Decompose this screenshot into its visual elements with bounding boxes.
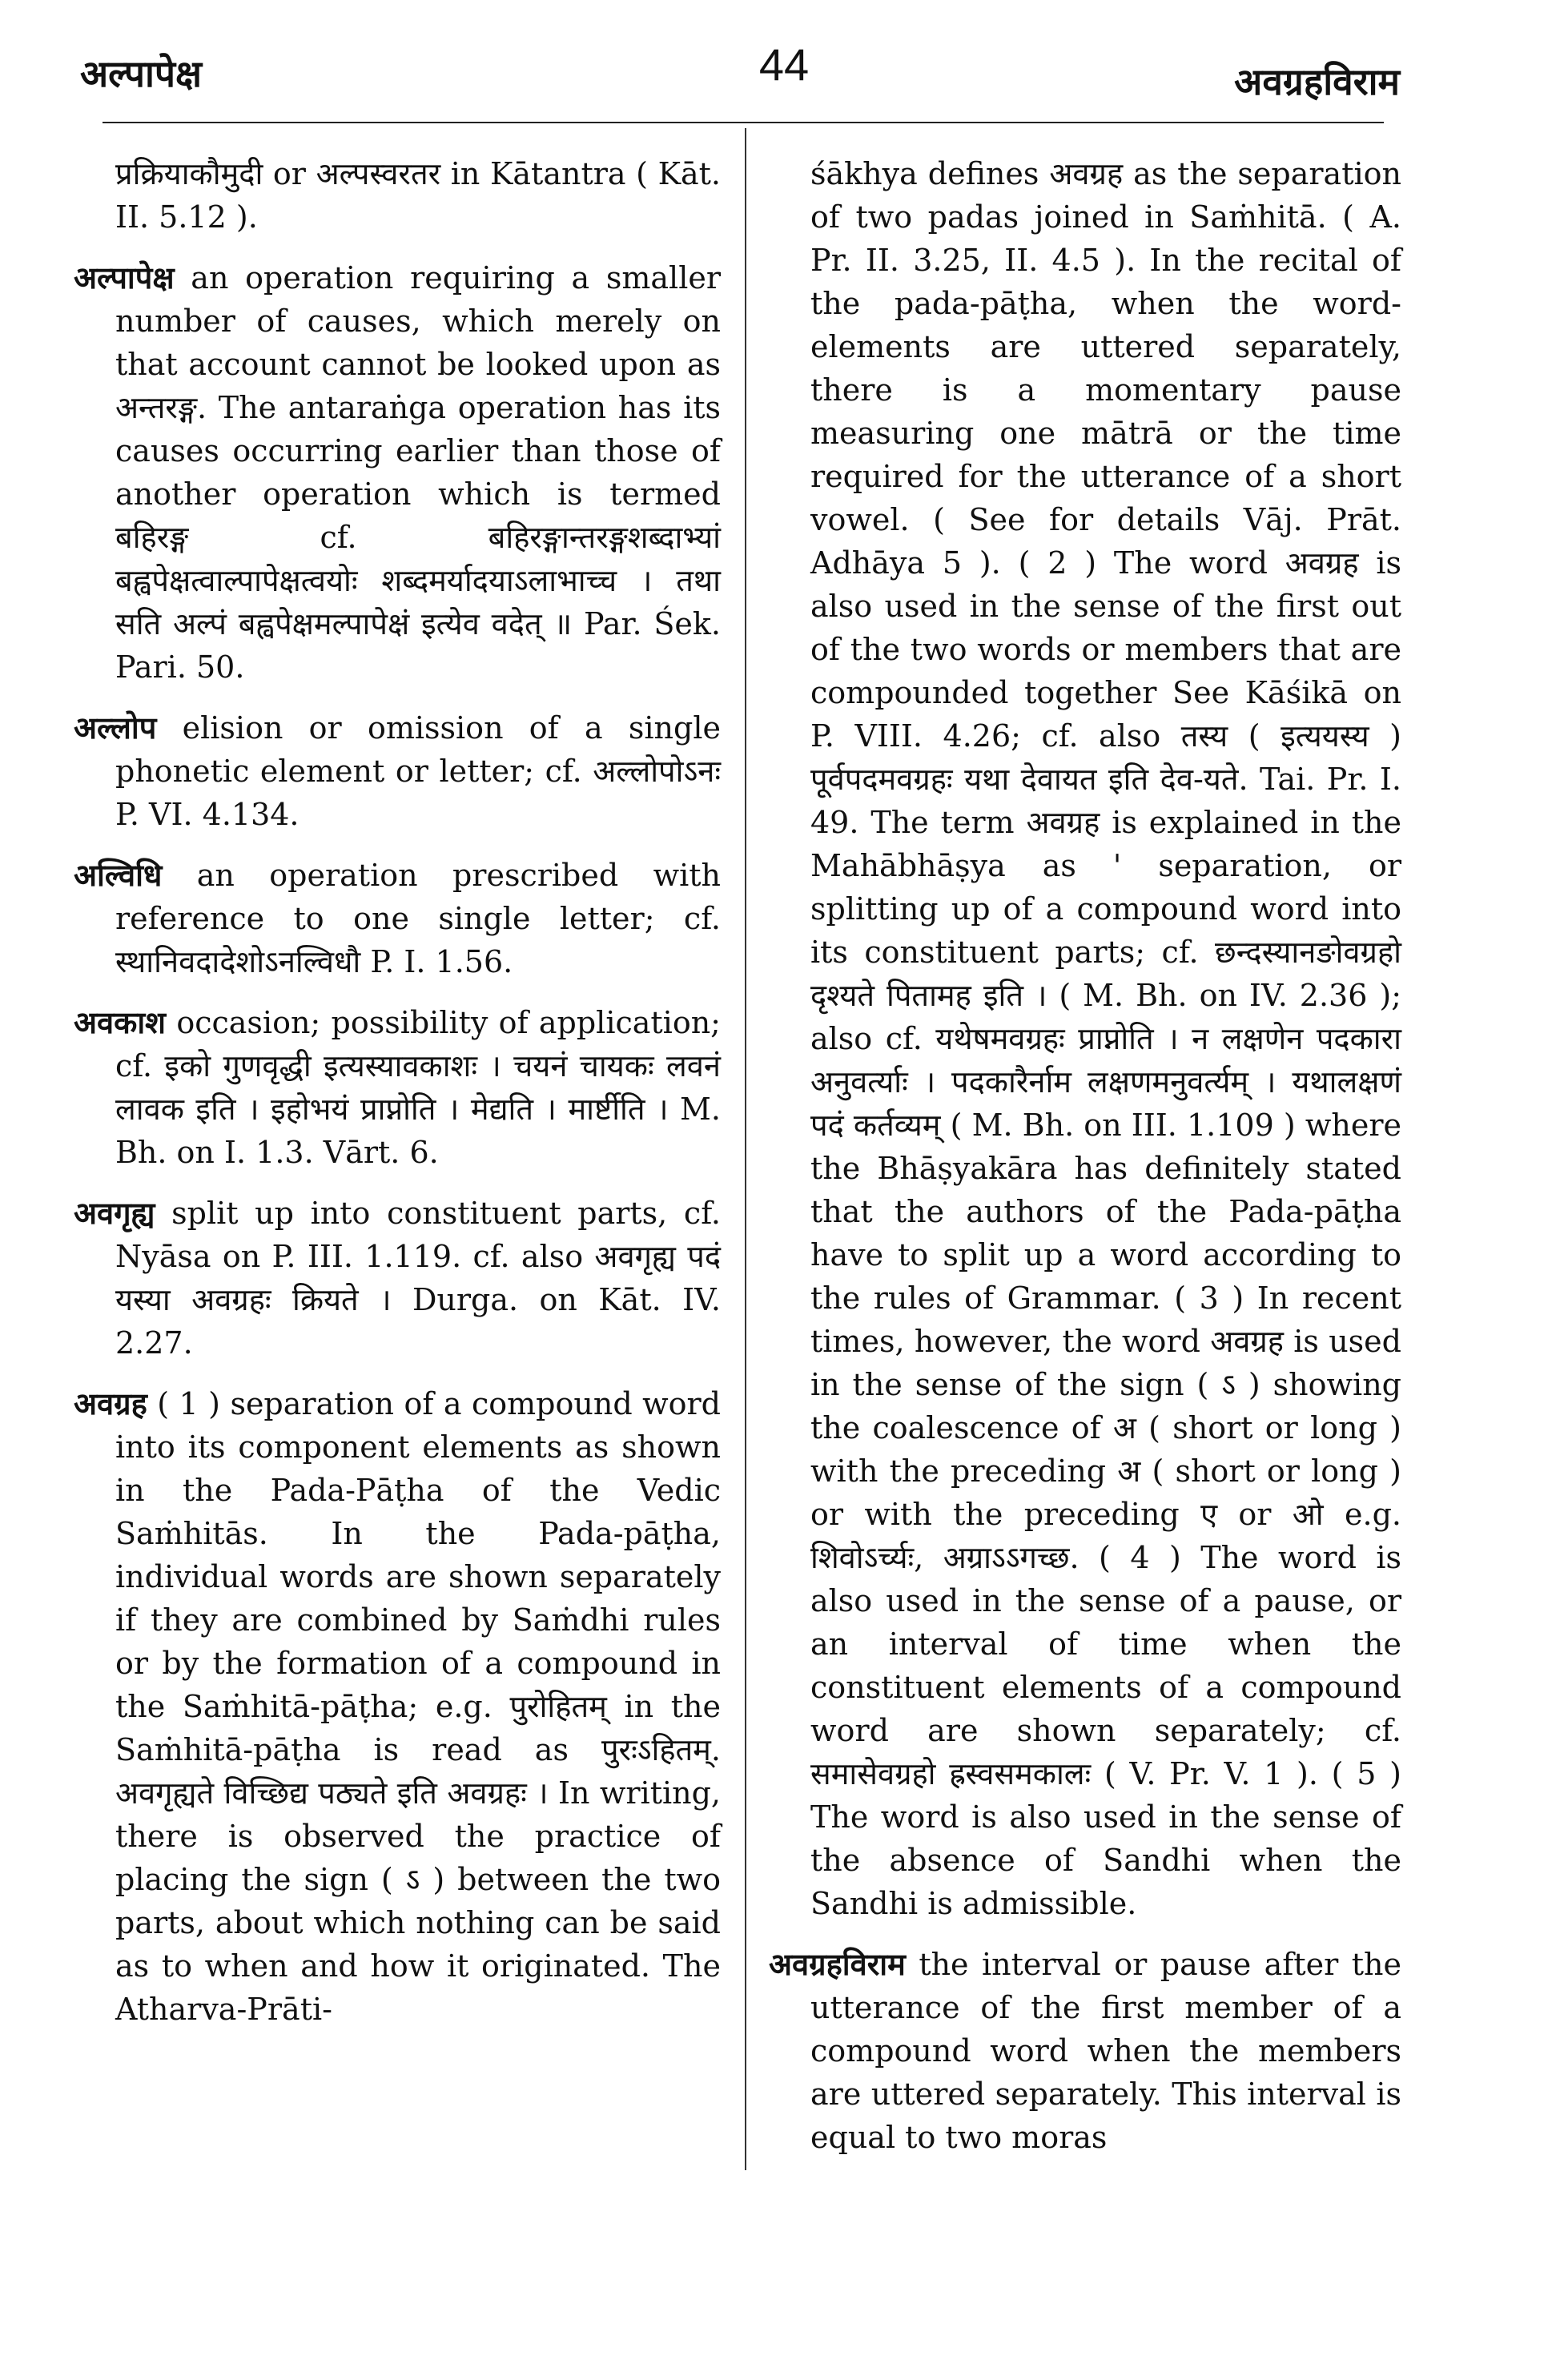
entry-headword: अवग्रह <box>74 1385 147 1421</box>
entry-text: the interval or pause after the utterance of the first member of a compound word when the members are uttered separately. This interval is equal to two moras <box>810 1947 1401 2155</box>
entry-headword: अवग्रहविराम <box>769 1946 906 1982</box>
dictionary-entry <box>74 706 721 836</box>
right-column <box>769 152 1401 2177</box>
page-number: 44 <box>758 39 810 90</box>
dictionary-entry <box>74 1192 721 1365</box>
running-head-left: अल्पापेक्ष <box>80 52 203 95</box>
entry-text: elision or omission of a single phonetic element or letter; cf. अल्लोपोऽनः P. VI. 4.134. <box>115 710 721 832</box>
entry-headword: अल्विधि <box>74 857 163 893</box>
dictionary-entry <box>74 854 721 983</box>
running-head-right: अवग्रहविराम <box>1234 60 1400 103</box>
left-column <box>74 152 721 2048</box>
page-header <box>0 38 1568 119</box>
entry-text: an operation prescribed with reference to one single letter; cf. स्थानिवदादेशोऽनल्विधौ P. I. 1.56. <box>115 858 721 979</box>
dictionary-entry <box>74 1001 721 1174</box>
entry-text: प्रक्रियाकौमुदी or अल्पस्वरतर in Kātantra ( Kāt. II. 5.12 ). <box>115 156 721 235</box>
entry-headword: अल्पापेक्ष <box>74 259 175 295</box>
dictionary-entry <box>74 256 721 689</box>
dictionary-entry <box>769 1943 1401 2159</box>
entry-text: split up into constituent parts, cf. Nyāsa on P. III. 1.119. cf. also अवगृह्य पदं यस्या अवग्रहः क्रियते । Durga. on Kāt. IV. 2.27. <box>115 1196 721 1361</box>
entry-text: occasion; possibility of application; cf. इको गुणवृद्धी इत्यस्यावकाशः । चयनं चायकः लवनं लावक इति । इहोभयं प्राप्नोति । मेद्यति । मार्ष्टीति । M. Bh. on I. 1.3. Vārt. 6. <box>115 1005 721 1170</box>
entry-text: ( 1 ) separation of a compound word into its component elements as shown in the Pada-Pāṭha of the Vedic Saṁhitās. In the Pada-pāṭha, individual words are shown separately if they are combined by Saṁdhi rules or by the formation of a compound in the Saṁhitā-pāṭha; e.g. पुरोहितम् in the Saṁhitā-pāṭha is read as पुरःऽहितम्. अवगृह्यते विच्छिद्य पठ्यते इति अवग्रहः । In writing, there is observed the practice of placing the sign ( ऽ ) between the two parts, about which nothing can be said as to when and how it originated. The Atharva-Prāti- <box>115 1386 721 2027</box>
column-divider <box>745 128 746 2170</box>
entry-headword: अल्लोप <box>74 710 157 746</box>
dictionary-entry <box>74 1382 721 2031</box>
entry-text: an operation requiring a smaller number of causes, which merely on that account cannot be looked upon as अन्तरङ्ग. The antaraṅga operation has its causes occurring earlier than those of another operation which is termed बहिरङ्ग cf. बहिरङ्गान्तरङ्गशब्दाभ्यां बह्वपेक्षत्वाल्पापेक्षत्वयोः शब्दमर्यादयाऽलाभाच्च । तथा सति अल्पं बह्वपेक्षमल्पापेक्षं इत्येव वदेत् ॥ Par. Śek. Pari. 50. <box>115 260 721 685</box>
entry-headword: अवगृह्य <box>74 1195 155 1231</box>
dictionary-entry-continuation <box>769 152 1401 1925</box>
entry-text: śākhya defines अवग्रह as the separation of two padas joined in Saṁhitā. ( A. Pr. II. 3.25, II. 4.5 ). In the recital of the pada-pāṭha, when the word-elements are uttered separately, there is a momentary pause measuring one mātrā or the time required for the utterance of a short vowel. ( See for details Vāj. Prāt. Adhāya 5 ). ( 2 ) The word अवग्रह is also used in the sense of the first out of the two words or members that are compounded together See Kāśikā on P. VIII. 4.26; cf. also तस्य ( इत्ययस्य ) पूर्वपदमवग्रहः यथा देवायत इति देव-यते. Tai. Pr. I. 49. The term अवग्रह is explained in the Mahābhāṣya as ' separation, or splitting up of a compound word into its constituent parts; cf. छन्दस्यानङोवग्रहो दृश्यते पितामह इति । ( M. Bh. on IV. 2.36 ); also cf. यथेषमवग्रहः प्राप्नोति । न लक्षणेन पदकारा अनुवर्त्याः । पदकारैर्नाम लक्षणमनुवर्त्यम् । यथालक्षणं पदं कर्तव्यम् ( M. Bh. on III. 1.109 ) where the Bhāṣyakāra has definitely stated that the authors of the Pada-pāṭha have to split up a word according to the rules of Grammar. ( 3 ) In recent times, however, the word अवग्रह is used in the sense of the sign ( ऽ ) showing the coalescence of अ ( short or long ) with the preceding अ ( short or long ) or with the preceding ए or ओ e.g. शिवोऽर्च्यः, अग्राऽऽगच्छ. ( 4 ) The word is also used in the sense of a pause, or an interval of time when the constituent elements of a compound word are shown separately; cf. समासेवग्रहो ह्रस्वसमकालः ( V. Pr. V. 1 ). ( 5 ) The word is also used in the sense of the absence of Sandhi when the Sandhi is admissible. <box>810 156 1401 1921</box>
dictionary-entry-continuation <box>74 152 721 239</box>
entry-headword: अवकाश <box>74 1004 167 1040</box>
header-rule <box>103 122 1384 123</box>
